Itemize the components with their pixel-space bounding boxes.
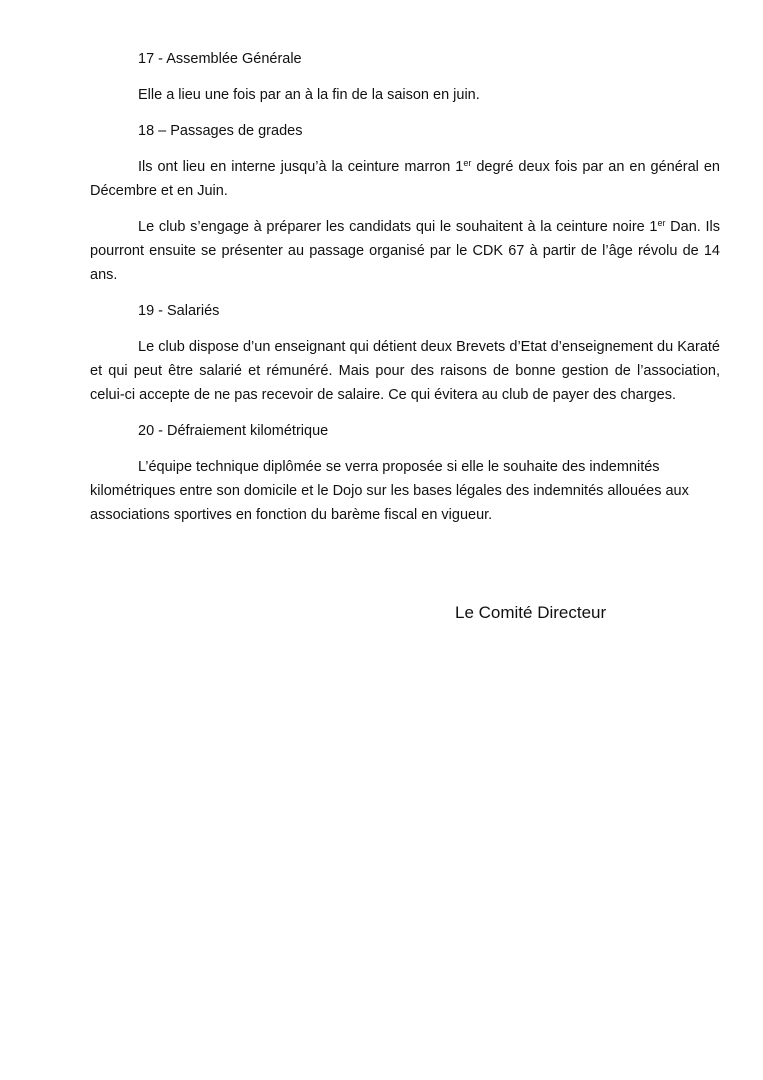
paragraph-text: Le club s’engage à préparer les candidats qui le souhaitent à la ceinture noire 1: [138, 219, 658, 235]
section-heading: 20 - Défraiement kilométrique: [138, 423, 329, 439]
section-paragraph: [90, 215, 720, 287]
signature: Le Comité Directeur: [455, 603, 607, 622]
ordinal-superscript: er: [463, 158, 472, 168]
section-paragraph: L’équipe technique diplômée se verra proposée si elle le souhaite des indemnités kilométriques entre son domicile et le Dojo sur les bases légales des indemnités allouées aux associations sportives en fonction du barème fiscal en vigueur.: [90, 459, 689, 523]
paragraph-text: Ils ont lieu en interne jusqu’à la ceinture marron 1: [138, 159, 464, 175]
section-passages-de-grades: [90, 119, 720, 287]
section-heading: 17 - Assemblée Générale: [138, 51, 302, 67]
section-paragraph: Le club dispose d’un enseignant qui détient deux Brevets d’Etat d’enseignement du Karaté et qui peut être salarié et rémunéré. Mais pour des raisons de bonne gestion de l’association, celui-ci accepte de ne pas recevoir de salaire. Ce qui évitera au club de payer des charges.: [90, 339, 720, 403]
ordinal-superscript: er: [657, 218, 666, 228]
section-assemblee-generale: [90, 47, 720, 107]
section-salaries: [90, 299, 720, 407]
section-heading: 19 - Salariés: [138, 303, 220, 319]
paragraph-text: Dan. Ils pourront ensuite se présenter au passage organisé par le CDK 67 à partir de l’âge révolu de 14 ans.: [90, 219, 721, 283]
section-defraiement-kilometrique: [90, 419, 720, 527]
paragraph-text: degré deux fois par an en général en Décembre et en Juin.: [90, 159, 720, 199]
section-paragraph: [90, 155, 720, 203]
section-paragraph: Elle a lieu une fois par an à la fin de la saison en juin.: [138, 87, 480, 103]
document-page: [90, 47, 720, 539]
section-heading: 18 – Passages de grades: [138, 123, 303, 139]
